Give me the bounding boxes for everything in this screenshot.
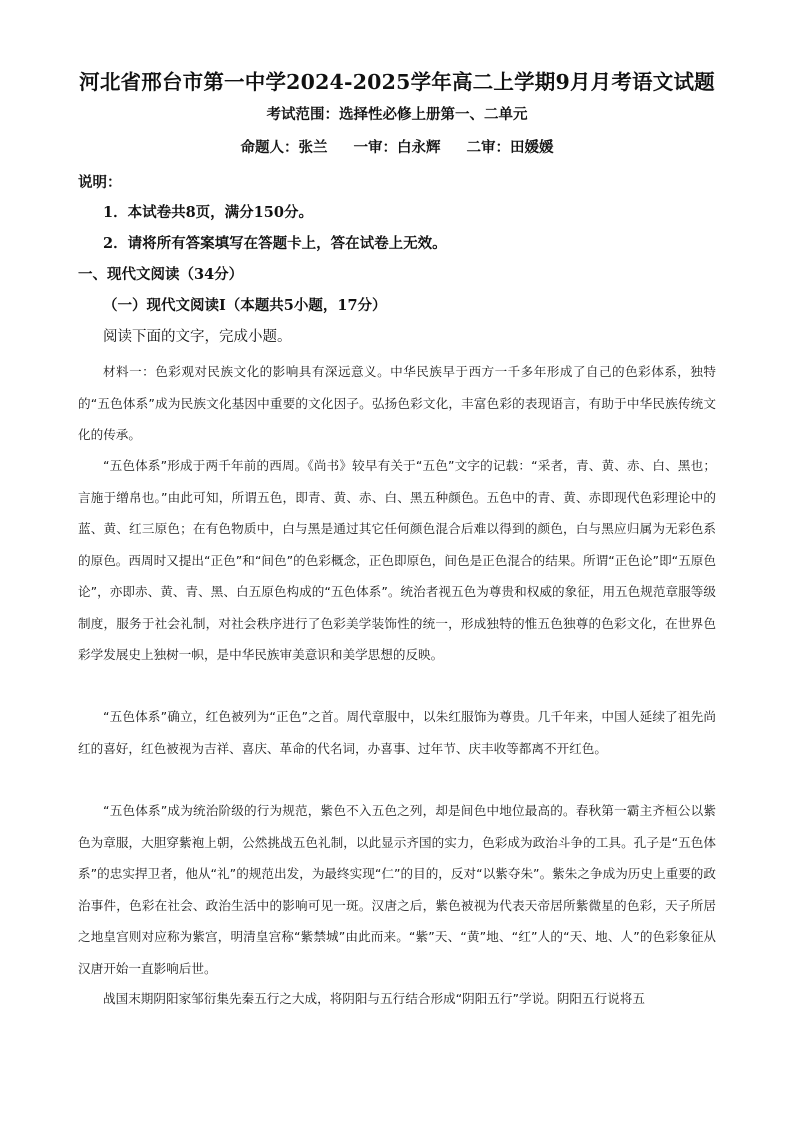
- first-reviewer: 一审：白永辉: [353, 139, 441, 156]
- material-paragraph: “五色体系”形成于两千年前的西周。《尚书》较早有关于“五色”文字的记载：“采者，青、黄、赤、白、黑也；言施于缯帛也。”由此可知，所谓五色，即青、黄、赤、白、黑五种颜色。五色中的青、黄、赤即现代色彩理论中的蓝、黄、红三原色；在有色物质中，白与黑是通过其它任何颜色混合后难以得到的颜色，白与黑应归属为无彩色系的原色。西周时又提出“正色”和“间色”的色彩概念，正色即原色，间色是正色混合的结果。所谓“正色论”即“五原色论”，亦即赤、黄、青、黑、白五原色构成的“五色体系”。统治者视五色为尊贵和权威的象征，用五色规范章服等级制度，服务于社会礼制，对社会秩序进行了色彩美学装饰性的统一，形成独特的惟五色独尊的色彩文化，在世界色彩学发展史上独树一帜，是中华民族审美意识和美学思想的反映。: [78, 458, 716, 662]
- material-paragraph: 战国末期阴阳家邹衍集先秦五行之大成，将阴阳与五行结合形成“阴阳五行”学说。阴阳五行说将五: [103, 991, 645, 1006]
- reading-directive: 阅读下面的文字，完成小题。: [103, 329, 292, 345]
- exam-title: 河北省邢台市第一中学2024-2025学年高二上学期9月月考语文试题: [79, 70, 715, 94]
- subsection-heading: （一）现代文阅读Ⅰ（本题共5小题，17分）: [103, 297, 387, 314]
- second-reviewer: 二审：田媛媛: [466, 139, 554, 156]
- author-line: [0, 137, 794, 159]
- instruction-item: 2．请将所有答案填写在答题卡上，答在试卷上无效。: [103, 235, 447, 252]
- material-paragraph: “五色体系”确立，红色被列为“正色”之首。周代章服中，以朱红服饰为尊贵。几千年来，中国人延续了祖先尚红的喜好，红色被视为吉祥、喜庆、革命的代名词，办喜事、过年节、庆丰收等都离不开红色。: [78, 709, 716, 756]
- instructions-heading: 说明：: [78, 174, 122, 191]
- material-paragraph: 材料一：色彩观对民族文化的影响具有深远意义。中华民族早于西方一千多年形成了自己的色彩体系，独特的“五色体系”成为民族文化基因中重要的文化因子。弘扬色彩文化，丰富色彩的表现语言，有助于中华民族传统文化的传承。: [78, 364, 716, 442]
- instruction-item: 1．本试卷共8页，满分150分。: [103, 204, 313, 221]
- section-heading: 一、现代文阅读（34分）: [78, 266, 244, 283]
- material-paragraph: “五色体系”成为统治阶级的行为规范，紫色不入五色之列，却是间色中地位最高的。春秋第一霸主齐桓公以紫色为章服，大胆穿紫袍上朝，公然挑战五色礼制，以此显示齐国的实力，色彩成为政治斗争的工具。孔子是“五色体系”的忠实捍卫者，他从“礼”的规范出发，为最终实现“仁”的目的，反对“以紫夺朱”。紫朱之争成为历史上重要的政治事件，色彩在社会、政治生活中的影响可见一斑。汉唐之后，紫色被视为代表天帝居所紫微星的色彩，天子所居之地皇宫则对应称为紫宫，明清皇宫称“紫禁城”由此而来。“紫”天、“黄”地、“红”人的“天、地、人”的色彩象征从汉唐开始一直影响后世。: [78, 803, 716, 976]
- author-label: 命题人：张兰: [240, 139, 328, 156]
- exam-scope: 考试范围：选择性必修上册第一、二单元: [266, 106, 528, 123]
